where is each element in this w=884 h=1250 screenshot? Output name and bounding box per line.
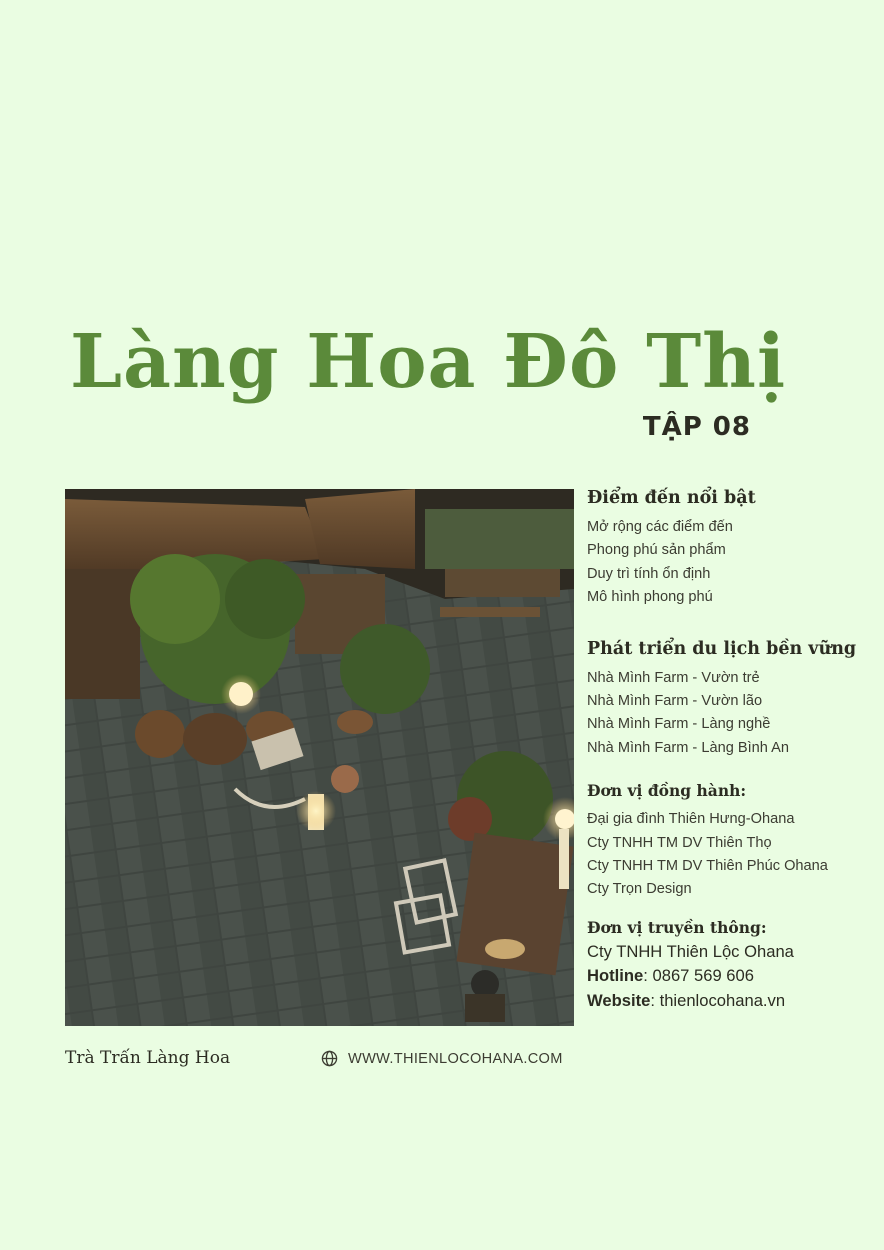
media-company: Cty TNHH Thiên Lộc Ohana	[587, 941, 794, 961]
hotline-line	[587, 964, 877, 989]
footer-website-text[interactable]: WWW.THIENLOCOHANA.COM	[348, 1050, 563, 1067]
list-item: Mở rộng các điểm đến	[587, 519, 733, 535]
hotline-sep: :	[643, 966, 648, 986]
website-label: Website	[587, 991, 651, 1011]
list-item: Nhà Mình Farm - Làng Bình An	[587, 739, 789, 756]
hotline-label: Hotline	[587, 966, 644, 986]
highlights-heading: Điểm đến nổi bật	[587, 488, 756, 508]
footer-website[interactable]	[321, 1050, 563, 1067]
website-value[interactable]: thienlocohana.vn	[659, 991, 786, 1011]
list-item: Cty Trọn Design	[587, 881, 692, 898]
partners-list	[587, 808, 877, 902]
hotline-value[interactable]: 0867 569 606	[652, 966, 754, 986]
list-item: Phong phú sản phẩm	[587, 542, 726, 559]
list-item: Mô hình phong phú	[587, 589, 713, 606]
website-line	[587, 989, 877, 1014]
list-item: Đại gia đình Thiên Hưng-Ohana	[587, 811, 795, 828]
list-item: Cty TNHH TM DV Thiên Phúc Ohana	[587, 858, 828, 875]
partners-heading: Đơn vị đồng hành:	[587, 781, 747, 801]
website-sep: :	[650, 991, 655, 1011]
garden-courtyard-photo	[65, 489, 574, 1026]
list-item: Duy trì tính ổn định	[587, 565, 711, 582]
sustainable-list	[587, 667, 877, 761]
page-title: Làng Hoa Đô Thị	[70, 319, 787, 405]
list-item: Nhà Mình Farm - Làng nghề	[587, 716, 771, 733]
footer-brand: Trà Trấn Làng Hoa	[65, 1048, 231, 1068]
media-heading: Đơn vị truyền thông:	[587, 917, 767, 937]
sidebar-content	[587, 488, 877, 1014]
list-item: Nhà Mình Farm - Vườn trẻ	[587, 669, 760, 686]
sustainable-heading: Phát triển du lịch bền vững	[587, 638, 857, 659]
list-item: Cty TNHH TM DV Thiên Thọ	[587, 834, 772, 851]
globe-icon	[321, 1050, 338, 1067]
list-item: Nhà Mình Farm - Vườn lão	[587, 693, 763, 710]
issue-number: TẬP 08	[642, 412, 751, 442]
highlights-list	[587, 516, 877, 610]
